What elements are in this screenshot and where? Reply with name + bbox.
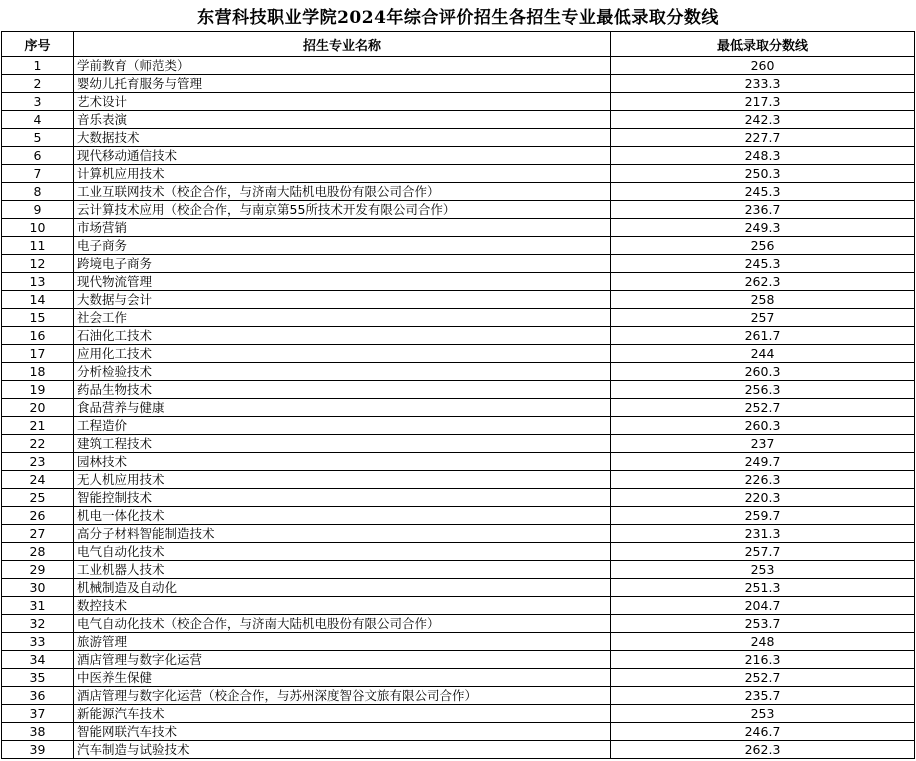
row-score-cell: 262.3 bbox=[611, 273, 915, 291]
row-major-cell: 艺术设计 bbox=[74, 93, 611, 111]
row-score-cell: 216.3 bbox=[611, 651, 915, 669]
row-score-cell: 249.7 bbox=[611, 453, 915, 471]
row-index-cell: 20 bbox=[2, 399, 74, 417]
table-row bbox=[2, 399, 915, 417]
row-major-cell: 应用化工技术 bbox=[74, 345, 611, 363]
table-row bbox=[2, 183, 915, 201]
row-index-cell: 18 bbox=[2, 363, 74, 381]
row-score-cell: 262.3 bbox=[611, 741, 915, 759]
row-major-cell: 现代物流管理 bbox=[74, 273, 611, 291]
row-score-cell: 252.7 bbox=[611, 669, 915, 687]
table-row bbox=[2, 633, 915, 651]
row-score-cell: 253 bbox=[611, 705, 915, 723]
row-index-cell: 14 bbox=[2, 291, 74, 309]
table-row bbox=[2, 57, 915, 75]
row-major-cell: 园林技术 bbox=[74, 453, 611, 471]
row-major-cell: 建筑工程技术 bbox=[74, 435, 611, 453]
row-major-cell: 学前教育（师范类） bbox=[74, 57, 611, 75]
row-score-cell: 246.7 bbox=[611, 723, 915, 741]
row-score-cell: 257.7 bbox=[611, 543, 915, 561]
row-index-cell: 24 bbox=[2, 471, 74, 489]
row-score-cell: 249.3 bbox=[611, 219, 915, 237]
admission-score-table bbox=[1, 0, 915, 759]
table-row bbox=[2, 471, 915, 489]
table-row bbox=[2, 147, 915, 165]
row-score-cell: 248 bbox=[611, 633, 915, 651]
table-row bbox=[2, 255, 915, 273]
row-index-cell: 15 bbox=[2, 309, 74, 327]
row-major-cell: 智能控制技术 bbox=[74, 489, 611, 507]
row-index-cell: 23 bbox=[2, 453, 74, 471]
row-major-cell: 食品营养与健康 bbox=[74, 399, 611, 417]
row-major-cell: 工程造价 bbox=[74, 417, 611, 435]
header-major: 招生专业名称 bbox=[74, 32, 611, 57]
table-row bbox=[2, 453, 915, 471]
row-major-cell: 计算机应用技术 bbox=[74, 165, 611, 183]
row-index-cell: 31 bbox=[2, 597, 74, 615]
table-row bbox=[2, 327, 915, 345]
row-major-cell: 工业机器人技术 bbox=[74, 561, 611, 579]
row-major-cell: 电气自动化技术（校企合作，与济南大陆机电股份有限公司合作） bbox=[74, 615, 611, 633]
row-score-cell: 245.3 bbox=[611, 255, 915, 273]
row-major-cell: 汽车制造与试验技术 bbox=[74, 741, 611, 759]
row-score-cell: 217.3 bbox=[611, 93, 915, 111]
row-major-cell: 机械制造及自动化 bbox=[74, 579, 611, 597]
row-index-cell: 25 bbox=[2, 489, 74, 507]
row-index-cell: 13 bbox=[2, 273, 74, 291]
row-index-cell: 22 bbox=[2, 435, 74, 453]
row-index-cell: 34 bbox=[2, 651, 74, 669]
row-major-cell: 无人机应用技术 bbox=[74, 471, 611, 489]
row-score-cell: 204.7 bbox=[611, 597, 915, 615]
row-major-cell: 分析检验技术 bbox=[74, 363, 611, 381]
row-index-cell: 19 bbox=[2, 381, 74, 399]
row-index-cell: 8 bbox=[2, 183, 74, 201]
row-major-cell: 中医养生保健 bbox=[74, 669, 611, 687]
row-index-cell: 35 bbox=[2, 669, 74, 687]
row-score-cell: 236.7 bbox=[611, 201, 915, 219]
row-score-cell: 237 bbox=[611, 435, 915, 453]
table-row bbox=[2, 669, 915, 687]
row-score-cell: 220.3 bbox=[611, 489, 915, 507]
row-score-cell: 260.3 bbox=[611, 363, 915, 381]
row-index-cell: 2 bbox=[2, 75, 74, 93]
table-row bbox=[2, 111, 915, 129]
row-score-cell: 251.3 bbox=[611, 579, 915, 597]
table-body bbox=[2, 57, 915, 759]
row-score-cell: 253.7 bbox=[611, 615, 915, 633]
table-row bbox=[2, 705, 915, 723]
table-row bbox=[2, 741, 915, 759]
row-index-cell: 32 bbox=[2, 615, 74, 633]
row-score-cell: 253 bbox=[611, 561, 915, 579]
row-major-cell: 云计算技术应用（校企合作，与南京第55所技术开发有限公司合作） bbox=[74, 201, 611, 219]
row-index-cell: 6 bbox=[2, 147, 74, 165]
row-index-cell: 7 bbox=[2, 165, 74, 183]
row-major-cell: 工业互联网技术（校企合作，与济南大陆机电股份有限公司合作） bbox=[74, 183, 611, 201]
row-score-cell: 260 bbox=[611, 57, 915, 75]
row-index-cell: 37 bbox=[2, 705, 74, 723]
table-row bbox=[2, 723, 915, 741]
row-index-cell: 28 bbox=[2, 543, 74, 561]
row-score-cell: 245.3 bbox=[611, 183, 915, 201]
row-score-cell: 259.7 bbox=[611, 507, 915, 525]
header-index: 序号 bbox=[2, 32, 74, 57]
row-major-cell: 药品生物技术 bbox=[74, 381, 611, 399]
row-index-cell: 36 bbox=[2, 687, 74, 705]
row-major-cell: 石油化工技术 bbox=[74, 327, 611, 345]
row-score-cell: 250.3 bbox=[611, 165, 915, 183]
row-major-cell: 市场营销 bbox=[74, 219, 611, 237]
row-major-cell: 音乐表演 bbox=[74, 111, 611, 129]
row-index-cell: 4 bbox=[2, 111, 74, 129]
table-row bbox=[2, 381, 915, 399]
table-row bbox=[2, 507, 915, 525]
row-index-cell: 21 bbox=[2, 417, 74, 435]
row-score-cell: 235.7 bbox=[611, 687, 915, 705]
table-row bbox=[2, 363, 915, 381]
row-score-cell: 261.7 bbox=[611, 327, 915, 345]
row-index-cell: 27 bbox=[2, 525, 74, 543]
row-score-cell: 260.3 bbox=[611, 417, 915, 435]
row-score-cell: 257 bbox=[611, 309, 915, 327]
row-major-cell: 大数据与会计 bbox=[74, 291, 611, 309]
table-row bbox=[2, 201, 915, 219]
row-index-cell: 30 bbox=[2, 579, 74, 597]
row-major-cell: 大数据技术 bbox=[74, 129, 611, 147]
row-score-cell: 242.3 bbox=[611, 111, 915, 129]
row-major-cell: 电子商务 bbox=[74, 237, 611, 255]
row-score-cell: 252.7 bbox=[611, 399, 915, 417]
table-row bbox=[2, 543, 915, 561]
row-major-cell: 跨境电子商务 bbox=[74, 255, 611, 273]
row-index-cell: 17 bbox=[2, 345, 74, 363]
row-score-cell: 226.3 bbox=[611, 471, 915, 489]
row-major-cell: 现代移动通信技术 bbox=[74, 147, 611, 165]
table-row bbox=[2, 345, 915, 363]
header-row bbox=[2, 32, 915, 57]
row-index-cell: 33 bbox=[2, 633, 74, 651]
table-row bbox=[2, 273, 915, 291]
row-major-cell: 旅游管理 bbox=[74, 633, 611, 651]
table-row bbox=[2, 561, 915, 579]
table-row bbox=[2, 219, 915, 237]
table-row bbox=[2, 129, 915, 147]
row-major-cell: 新能源汽车技术 bbox=[74, 705, 611, 723]
row-major-cell: 酒店管理与数字化运营（校企合作，与苏州深度智谷文旅有限公司合作） bbox=[74, 687, 611, 705]
table-row bbox=[2, 525, 915, 543]
row-index-cell: 26 bbox=[2, 507, 74, 525]
table-row bbox=[2, 687, 915, 705]
table-row bbox=[2, 93, 915, 111]
row-major-cell: 酒店管理与数字化运营 bbox=[74, 651, 611, 669]
table-row bbox=[2, 75, 915, 93]
row-index-cell: 16 bbox=[2, 327, 74, 345]
table-row bbox=[2, 597, 915, 615]
row-major-cell: 婴幼儿托育服务与管理 bbox=[74, 75, 611, 93]
row-index-cell: 5 bbox=[2, 129, 74, 147]
table-row bbox=[2, 651, 915, 669]
header-score: 最低录取分数线 bbox=[611, 32, 915, 57]
table-row bbox=[2, 579, 915, 597]
table-row bbox=[2, 615, 915, 633]
row-index-cell: 11 bbox=[2, 237, 74, 255]
table-row bbox=[2, 291, 915, 309]
row-major-cell: 社会工作 bbox=[74, 309, 611, 327]
table-row bbox=[2, 489, 915, 507]
row-index-cell: 39 bbox=[2, 741, 74, 759]
table-title: 东营科技职业学院2024年综合评价招生各招生专业最低录取分数线 bbox=[2, 0, 915, 32]
row-major-cell: 电气自动化技术 bbox=[74, 543, 611, 561]
row-index-cell: 9 bbox=[2, 201, 74, 219]
row-index-cell: 1 bbox=[2, 57, 74, 75]
row-score-cell: 256 bbox=[611, 237, 915, 255]
row-major-cell: 机电一体化技术 bbox=[74, 507, 611, 525]
row-major-cell: 智能网联汽车技术 bbox=[74, 723, 611, 741]
row-score-cell: 256.3 bbox=[611, 381, 915, 399]
row-index-cell: 10 bbox=[2, 219, 74, 237]
row-major-cell: 高分子材料智能制造技术 bbox=[74, 525, 611, 543]
row-score-cell: 233.3 bbox=[611, 75, 915, 93]
row-score-cell: 258 bbox=[611, 291, 915, 309]
row-score-cell: 248.3 bbox=[611, 147, 915, 165]
table-row bbox=[2, 165, 915, 183]
row-score-cell: 244 bbox=[611, 345, 915, 363]
table-row bbox=[2, 435, 915, 453]
row-index-cell: 3 bbox=[2, 93, 74, 111]
table-row bbox=[2, 417, 915, 435]
row-index-cell: 38 bbox=[2, 723, 74, 741]
table-row bbox=[2, 309, 915, 327]
row-score-cell: 231.3 bbox=[611, 525, 915, 543]
row-index-cell: 29 bbox=[2, 561, 74, 579]
row-major-cell: 数控技术 bbox=[74, 597, 611, 615]
row-score-cell: 227.7 bbox=[611, 129, 915, 147]
table-row bbox=[2, 237, 915, 255]
row-index-cell: 12 bbox=[2, 255, 74, 273]
